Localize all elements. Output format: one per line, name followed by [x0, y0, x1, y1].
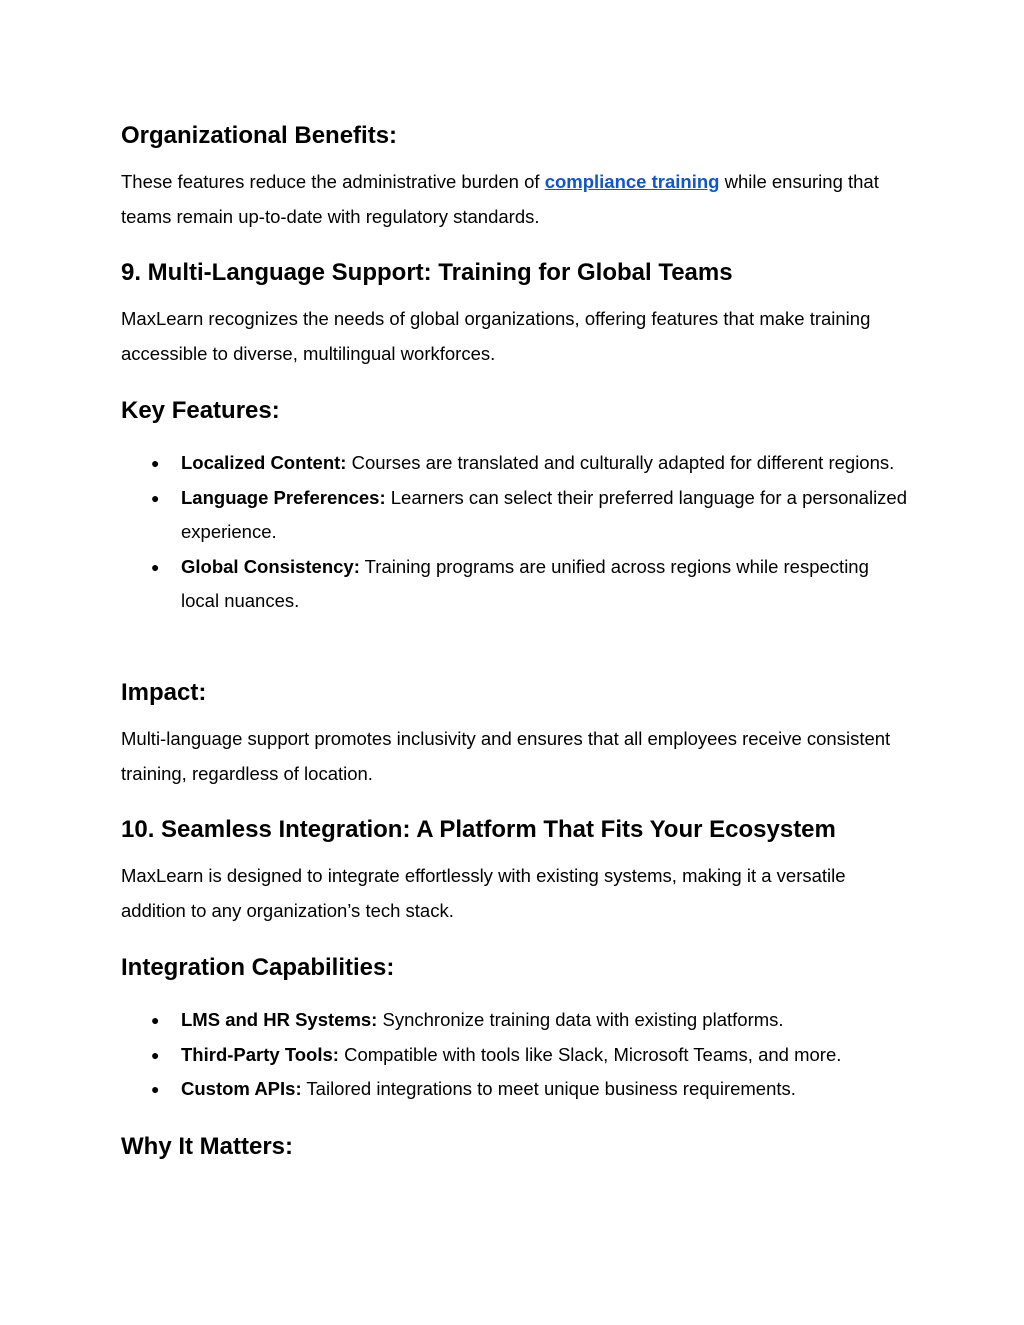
paragraph-text: These features reduce the administrative burden of: [121, 171, 545, 192]
bullet-icon: ●: [151, 1046, 160, 1063]
section-heading-integration-capabilities: Integration Capabilities:: [121, 954, 395, 981]
key-features-list: [121, 446, 911, 619]
list-item-text: Compatible with tools like Slack, Microsoft Teams, and more.: [338, 1043, 842, 1065]
paragraph-text: while ensuring that teams remain up-to-date with regulatory standards.: [121, 171, 879, 227]
list-item-text: Training programs are unified across regions while respecting local nuances.: [181, 555, 869, 611]
list-item-label: Global Consistency:: [181, 555, 360, 577]
paragraph-org-benefits: [121, 165, 911, 234]
section-heading-org-benefits: Organizational Benefits:: [121, 122, 398, 149]
bullet-icon: ●: [151, 489, 160, 506]
list-item-label: Localized Content:: [181, 452, 347, 473]
bullet-icon: ●: [151, 558, 160, 575]
bullet-icon: ●: [151, 1081, 160, 1097]
list-item: [121, 481, 911, 550]
list-item-text: Tailored integrations to meet unique business requirements.: [301, 1078, 796, 1099]
list-item-label: Third-Party Tools:: [181, 1043, 339, 1065]
list-item-text: Learners can select their preferred language for a personalized experience.: [181, 486, 908, 542]
list-item-text: Courses are translated and culturally adapted for different regions.: [346, 452, 895, 473]
paragraph-multi-language: MaxLearn recognizes the needs of global organizations, offering features that make training accessible to diverse, multilingual workforces.: [121, 308, 871, 364]
section-heading-impact: Impact:: [121, 679, 207, 706]
list-item: [121, 1003, 911, 1038]
list-item: [121, 446, 911, 481]
list-item: [121, 1072, 911, 1107]
list-item-label: LMS and HR Systems:: [181, 1009, 378, 1030]
section-heading-key-features: Key Features:: [121, 397, 280, 424]
compliance-training-link[interactable]: compliance training: [544, 171, 720, 192]
paragraph-integration: MaxLearn is designed to integrate effortlessly with existing systems, making it a versatile addition to any organization’s tech stack.: [121, 865, 846, 921]
section-heading-why-matters: Why It Matters:: [121, 1133, 294, 1160]
bullet-icon: ●: [151, 1012, 160, 1028]
list-item-label: Custom APIs:: [181, 1078, 302, 1099]
list-item-label: Language Preferences:: [181, 486, 386, 508]
integration-capabilities-list: [121, 1003, 911, 1107]
paragraph-impact: Multi-language support promotes inclusivity and ensures that all employees receive consistent training, regardless of location.: [121, 728, 891, 784]
list-item: [121, 550, 911, 619]
bullet-icon: ●: [151, 455, 160, 471]
list-item: [121, 1038, 911, 1073]
list-item-text: Synchronize training data with existing platforms.: [377, 1009, 784, 1030]
section-heading-multi-language: 9. Multi-Language Support: Training for Global Teams: [121, 259, 733, 286]
section-heading-integration: 10. Seamless Integration: A Platform That Fits Your Ecosystem: [121, 816, 836, 843]
